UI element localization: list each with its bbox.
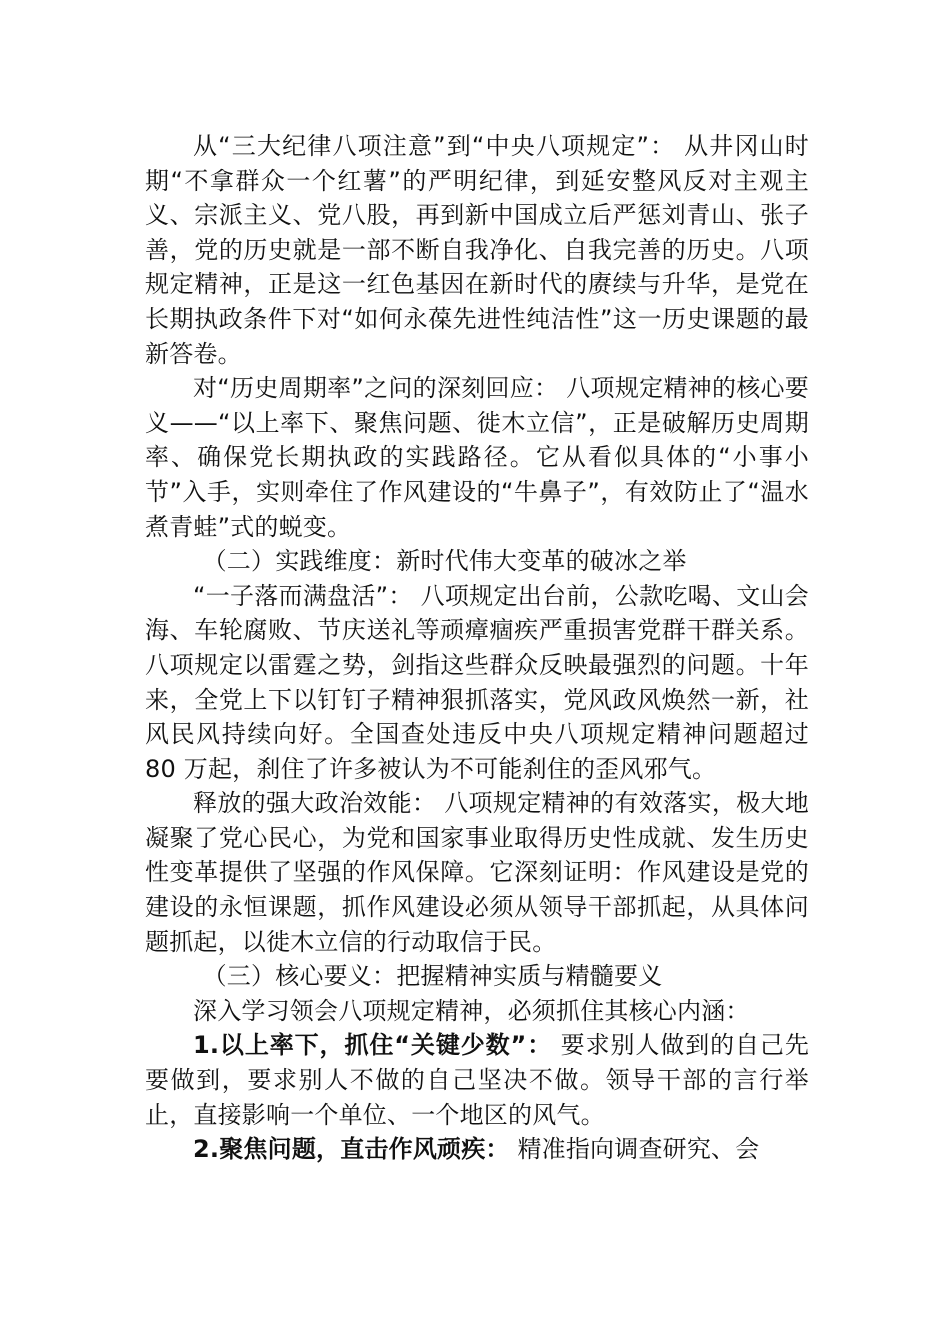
paragraph-text: 对“历史周期率”之问的深刻回应： 八项规定精神的核心要义——“以上率下、聚焦问题、徙木立信”，正是破解历史周期率、确保党长期执政的实践路径。它从看似具体的“小事小节”入手，实则牵住了作风建设的“牛鼻子”，有效防止了“温水煮青蛙”式的蜕变。 xyxy=(145,374,809,541)
paragraph-political-effect xyxy=(145,786,809,959)
heading-text: （三）核心要义：把握精神实质与精髓要义 xyxy=(202,962,663,991)
list-item-focus-problems xyxy=(145,1132,809,1167)
document-body xyxy=(145,129,809,1167)
heading-text: （二）实践维度：新时代伟大变革的破冰之举 xyxy=(202,547,687,576)
list-item-lead: 2.聚焦问题，直击作风顽疾： xyxy=(193,1135,510,1164)
list-item-lead-by-example xyxy=(145,1028,809,1132)
list-item-text: 要求别人做到的自己先要做到，要求别人不做的自己坚决不做。领导干部的言行举止，直接影响一个单位、一个地区的风气。 xyxy=(145,1031,810,1129)
list-item-text: 精准指向调查研究、会 xyxy=(509,1135,760,1164)
paragraph-text: 释放的强大政治效能： 八项规定精神的有效落实，极大地凝聚了党心民心，为党和国家事业取得历史性成就、发生历史性变革提供了坚强的作风保障。它深刻证明：作风建设是党的建设的永恒课题，抓作风建设必须从领导干部抓起，从具体问题抓起，以徙木立信的行动取信于民。 xyxy=(145,789,809,956)
paragraph-text: 从“三大纪律八项注意”到“中央八项规定”： 从井冈山时期“不拿群众一个红薯”的严明纪律，到延安整风反对主观主义、宗派主义、党八股，再到新中国成立后严惩刘青山、张子善，党的历史就是一部不断自我净化、自我完善的历史。八项规定精神，正是这一红色基因在新时代的赓续与升华，是党在长期执政条件下对“如何永葆先进性纯洁性”这一历史课题的最新答卷。 xyxy=(145,132,809,368)
list-item-lead: 1.以上率下，抓住“关键少数”： xyxy=(193,1031,553,1060)
section-heading-practice xyxy=(145,544,809,579)
section-heading-core-meaning xyxy=(145,959,809,994)
paragraph-history-discipline xyxy=(145,129,809,371)
paragraph-intro-core xyxy=(145,994,809,1029)
paragraph-text: 深入学习领会八项规定精神，必须抓住其核心内涵： xyxy=(193,996,750,1025)
paragraph-text: “一子落而满盘活”： 八项规定出台前，公款吃喝、文山会海、车轮腐败、节庆送礼等顽瘴痼疾严重损害党群干群关系。八项规定以雷霆之势，剑指这些群众反映最强烈的问题。十年来，全党上下以钉钉子精神狠抓落实，党风政风焕然一新，社风民风持续向好。全国查处违反中央八项规定精神问题超过 80 万起，刹住了许多被认为不可能刹住的歪风邪气。 xyxy=(145,581,809,783)
paragraph-one-move xyxy=(145,579,809,787)
paragraph-historical-cycle xyxy=(145,371,809,544)
